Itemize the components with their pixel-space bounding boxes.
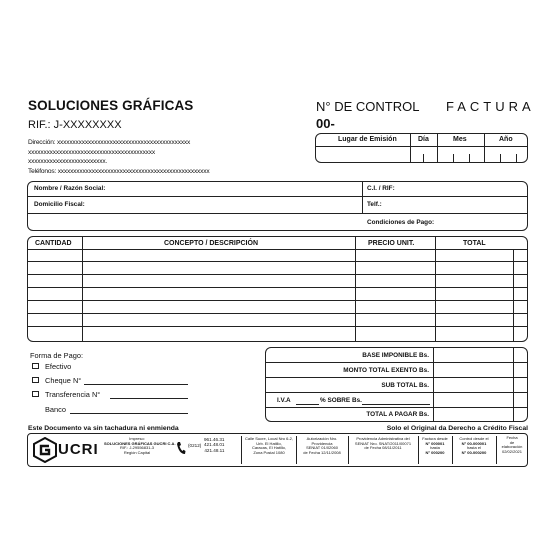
table-row <box>28 300 527 301</box>
total-pagar-label: TOTAL A PAGAR Bs. <box>366 411 429 418</box>
iva-prefix-label: I.V.A <box>277 397 291 404</box>
emission-year-label: Año <box>499 136 513 143</box>
company-name: SOLUCIONES GRÁFICAS <box>28 98 194 113</box>
iva-base-line[interactable] <box>362 404 430 405</box>
payment-title: Forma de Pago: <box>30 351 83 360</box>
company-address-line1: Dirección: xxxxxxxxxxxxxxxxxxxxxxxxxxxxxxxxxxxxxxxxxxx <box>28 139 191 146</box>
transfer-number-line[interactable] <box>110 398 188 399</box>
option-transfer-label: Transferencia N° <box>45 390 101 399</box>
base-imponible-label: BASE IMPONIBLE Bs. <box>362 352 429 359</box>
iva-rate-line[interactable] <box>296 404 319 405</box>
gucri-logo-mark <box>32 437 58 463</box>
iva-suffix-label: % SOBRE Bs. <box>320 397 362 404</box>
gucri-logo <box>32 436 99 464</box>
client-phone-label: Telf.: <box>367 201 382 208</box>
emission-month-label: Mes <box>453 136 467 143</box>
col-header-unit-price: PRECIO UNIT. <box>368 240 415 247</box>
phone-icon <box>176 441 186 455</box>
document-type: FACTURA <box>446 99 535 114</box>
emission-day-label: Día <box>418 136 429 143</box>
phone-numbers: 961.46.31 421.48.01 421.48.11 <box>204 437 225 453</box>
table-row <box>28 261 527 262</box>
authorization-info: Autorización Nro. Providencia SENIAT 01/02060 de Fecha 12/11/2008 <box>303 436 341 455</box>
control-number: 00- <box>316 116 335 131</box>
checkbox-transfer[interactable] <box>32 391 39 397</box>
gucri-logo-text: UCRI <box>58 441 99 458</box>
printer-address: Calle Sucre, Local Nro 6-2, Urb. El Hatillo, Caracas, El Hatillo, Zona Postal 1080 <box>245 436 294 455</box>
sub-total-label: SUB TOTAL Bs. <box>381 382 429 389</box>
company-address-line3: xxxxxxxxxxxxxxxxxxxxxxxxx. <box>28 158 108 165</box>
bank-line[interactable] <box>70 413 188 414</box>
company-phones: Teléfonos: xxxxxxxxxxxxxxxxxxxxxxxxxxxxxxxxxxxxxxxxxxxxxxxxx <box>28 168 210 175</box>
table-row <box>28 326 527 327</box>
emission-place-label: Lugar de Emisión <box>338 136 397 143</box>
providencia-info: Providencia Administrativa del SENIAT Nro. SNAT/2011/00071 de Fecha 08/11/2011 <box>354 436 412 451</box>
client-name-label: Nombre / Razón Social: <box>34 185 106 192</box>
table-row <box>28 313 527 314</box>
col-header-total: TOTAL <box>463 240 486 247</box>
phone-prefix: (0212) <box>188 443 202 448</box>
no-erasures-note: Este Documento va sin tachadura ni enmienda <box>28 425 179 432</box>
company-address-line2: xxxxxxxxxxxxxxxxxxxxxxxxxxxxxxxxxxxxxxxxx <box>28 149 155 156</box>
bank-label: Banco <box>45 405 66 414</box>
col-header-description: CONCEPTO / DESCRIPCIÓN <box>164 240 258 247</box>
table-row <box>28 287 527 288</box>
printer-info: Impreso: SOLUCIONES GRÁFICAS GUCRI C.A. RIF.: J-29556831-3 Región Capital <box>104 436 176 455</box>
elaboration-date: Fecha de elaboración 02/02/2021 <box>501 435 523 454</box>
company-rif: RIF.: J-XXXXXXXX <box>28 119 122 131</box>
payment-conditions-label: Condiciones de Pago: <box>367 219 435 226</box>
control-range: Control desde el N° 00-000001 hasta el N° 00-000200 <box>459 436 489 455</box>
option-check-label: Cheque N° <box>45 376 82 385</box>
invoice-range: Factura desde N° 000001 hasta N° 000200 <box>422 436 448 455</box>
option-cash-label: Efectivo <box>45 362 72 371</box>
col-header-quantity: CANTIDAD <box>35 240 72 247</box>
check-number-line[interactable] <box>84 384 188 385</box>
checkbox-check[interactable] <box>32 377 39 383</box>
checkbox-cash[interactable] <box>32 363 39 369</box>
fiscal-credit-note: Solo el Original da Derecho a Crédito Fiscal <box>386 425 528 432</box>
control-label: N° DE CONTROL <box>316 99 420 114</box>
client-address-label: Domicilio Fiscal: <box>34 201 85 208</box>
monto-exento-label: MONTO TOTAL EXENTO Bs. <box>343 367 429 374</box>
client-ci-label: C.I. / RIF: <box>367 185 395 192</box>
table-row <box>28 274 527 275</box>
